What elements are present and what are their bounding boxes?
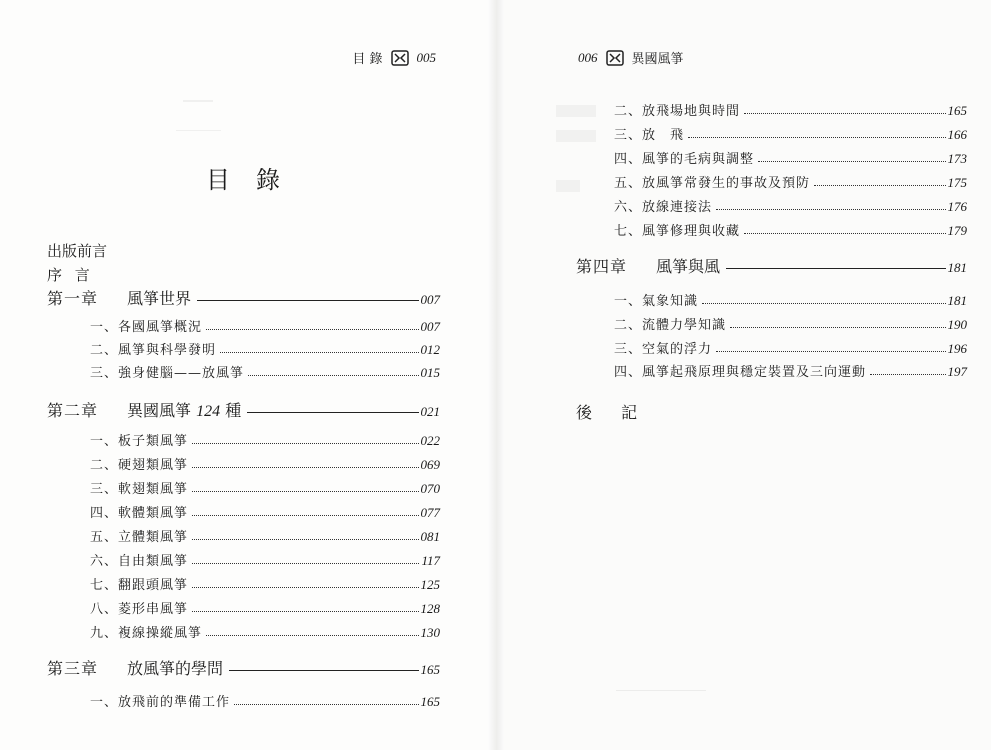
dot-leader xyxy=(758,160,945,162)
section-page: 190 xyxy=(947,317,967,332)
publisher-logo-icon xyxy=(606,50,624,66)
chapter-title-number: 124 xyxy=(196,403,221,420)
chapter-page: 021 xyxy=(420,404,440,419)
section-page: 165 xyxy=(420,694,440,709)
section-page: 022 xyxy=(420,433,440,448)
chapter-title xyxy=(127,398,241,421)
section-page: 077 xyxy=(420,505,440,520)
dot-leader xyxy=(192,610,418,612)
toc-section-entry[interactable] xyxy=(90,339,440,358)
leader-rule xyxy=(247,411,418,413)
chapter-title-part: 異國風箏 xyxy=(127,401,192,420)
toc-section-entry[interactable] xyxy=(90,691,440,710)
dot-leader xyxy=(192,490,418,492)
section-page: 130 xyxy=(420,625,440,640)
dot-leader xyxy=(716,208,945,210)
section-title: 七、翻跟頭風箏 xyxy=(90,578,189,593)
section-page: 165 xyxy=(947,103,967,118)
dot-leader xyxy=(192,466,418,468)
toc-section-entry[interactable] xyxy=(90,550,440,569)
section-page: 128 xyxy=(420,601,440,616)
section-title: 二、放飛場地與時間 xyxy=(614,104,741,119)
toc-section-entry[interactable] xyxy=(614,196,967,215)
publisher-logo-icon xyxy=(391,50,409,66)
toc-section-entry[interactable] xyxy=(90,454,440,473)
chapter-page: 007 xyxy=(420,292,440,307)
section-page: 081 xyxy=(420,529,440,544)
toc-section-entry[interactable] xyxy=(614,290,967,309)
dot-leader xyxy=(192,514,418,516)
chapter-title: 風箏與風 xyxy=(656,257,721,276)
dot-leader xyxy=(206,328,418,330)
toc-section-entry[interactable] xyxy=(614,361,967,380)
section-title: 一、氣象知識 xyxy=(614,294,699,309)
toc-section-entry[interactable] xyxy=(614,220,967,239)
section-page: 012 xyxy=(420,342,440,357)
toc-section-entry[interactable] xyxy=(90,598,440,617)
chapter-page: 165 xyxy=(420,662,440,677)
left-running-head-title: 目 錄 xyxy=(352,52,383,67)
section-page: 196 xyxy=(947,341,967,356)
toc-section-entry[interactable] xyxy=(614,172,967,191)
right-folio: 006 xyxy=(578,49,598,65)
chapter-4-entry[interactable] xyxy=(576,254,967,277)
section-title: 五、放風箏常發生的事故及預防 xyxy=(614,176,811,191)
section-page: 197 xyxy=(947,364,967,379)
section-page: 007 xyxy=(420,319,440,334)
section-title: 七、風箏修理與收藏 xyxy=(614,224,741,239)
book-gutter xyxy=(488,0,504,750)
toc-section-entry[interactable] xyxy=(90,502,440,521)
toc-title: 目錄 xyxy=(206,166,306,194)
section-page: 173 xyxy=(947,151,967,166)
dot-leader xyxy=(730,326,945,328)
toc-section-entry[interactable] xyxy=(90,574,440,593)
front-matter-label: 出版前言 xyxy=(47,242,108,260)
dot-leader xyxy=(192,538,418,540)
section-page: 176 xyxy=(947,199,967,214)
section-page: 070 xyxy=(420,481,440,496)
section-page: 181 xyxy=(947,293,967,308)
section-title: 五、立體類風箏 xyxy=(90,530,189,545)
section-page: 179 xyxy=(947,223,967,238)
chapter-1-entry[interactable] xyxy=(47,286,440,309)
dot-leader xyxy=(744,112,945,114)
section-title: 二、硬翅類風箏 xyxy=(90,458,189,473)
section-title: 一、板子類風箏 xyxy=(90,434,189,449)
toc-section-entry[interactable] xyxy=(90,622,440,641)
toc-section-entry[interactable] xyxy=(614,338,967,357)
section-title: 三、放 飛 xyxy=(614,128,685,143)
chapter-title: 放風箏的學問 xyxy=(127,659,224,678)
section-page: 125 xyxy=(420,577,440,592)
dot-leader xyxy=(702,302,945,304)
dot-leader xyxy=(248,374,418,376)
section-page: 069 xyxy=(420,457,440,472)
toc-section-entry[interactable] xyxy=(614,314,967,333)
section-page: 166 xyxy=(947,127,967,142)
section-title: 四、風箏的毛病與調整 xyxy=(614,152,755,167)
section-title: 二、流體力學知識 xyxy=(614,318,727,333)
section-title: 四、軟體類風箏 xyxy=(90,506,189,521)
section-title: 九、複線操縱風箏 xyxy=(90,626,203,641)
chapter-number: 第一章 xyxy=(47,289,99,308)
left-folio: 005 xyxy=(416,49,436,65)
right-page xyxy=(496,0,991,750)
dot-leader xyxy=(744,232,945,234)
section-page: 117 xyxy=(421,553,440,568)
section-page: 015 xyxy=(420,365,440,380)
toc-section-entry[interactable] xyxy=(90,316,440,335)
toc-section-entry[interactable] xyxy=(90,362,440,381)
leader-rule xyxy=(229,669,418,671)
dot-leader xyxy=(716,350,945,352)
section-title: 一、放飛前的準備工作 xyxy=(90,695,231,710)
dot-leader xyxy=(814,184,945,186)
front-matter-preface[interactable] xyxy=(47,264,94,285)
toc-section-entry[interactable] xyxy=(614,100,967,119)
dot-leader xyxy=(192,562,419,564)
chapter-page: 181 xyxy=(947,260,967,275)
front-matter-label: 序 言 xyxy=(47,266,94,284)
chapter-number: 第四章 xyxy=(576,257,628,276)
chapter-number: 第三章 xyxy=(47,659,99,678)
dot-leader xyxy=(220,351,418,353)
section-title: 三、空氣的浮力 xyxy=(614,342,713,357)
afterword-entry[interactable]: 後 記 xyxy=(576,403,650,422)
section-title: 一、各國風箏概況 xyxy=(90,320,203,335)
chapter-title: 風箏世界 xyxy=(127,289,192,308)
dot-leader xyxy=(870,373,945,375)
dot-leader xyxy=(192,586,418,588)
chapter-2-entry[interactable] xyxy=(47,398,440,421)
chapter-3-entry[interactable] xyxy=(47,656,440,679)
section-title: 二、風箏與科學發明 xyxy=(90,343,217,358)
front-matter-publishers-foreword[interactable] xyxy=(47,240,107,261)
section-title: 四、風箏起飛原理與穩定裝置及三向運動 xyxy=(614,365,867,380)
left-running-head xyxy=(352,48,436,67)
toc-section-entry[interactable] xyxy=(614,148,967,167)
dot-leader xyxy=(234,703,418,705)
chapter-title-part: 種 xyxy=(225,401,242,420)
toc-section-entry[interactable] xyxy=(90,478,440,497)
dot-leader xyxy=(192,442,418,444)
dot-leader xyxy=(206,634,418,636)
right-running-head xyxy=(578,48,684,67)
chapter-number: 第二章 xyxy=(47,401,99,420)
leader-rule xyxy=(726,267,945,269)
section-title: 六、自由類風箏 xyxy=(90,554,189,569)
section-title: 六、放線連接法 xyxy=(614,200,713,215)
section-page: 175 xyxy=(947,175,967,190)
toc-section-entry[interactable] xyxy=(614,124,967,143)
toc-section-entry[interactable] xyxy=(90,430,440,449)
right-running-head-title: 異國風箏 xyxy=(631,52,684,67)
section-title: 八、菱形串風箏 xyxy=(90,602,189,617)
leader-rule xyxy=(197,299,418,301)
dot-leader xyxy=(688,136,945,138)
toc-section-entry[interactable] xyxy=(90,526,440,545)
section-title: 三、軟翅類風箏 xyxy=(90,482,189,497)
section-title: 三、強身健腦——放風箏 xyxy=(90,366,245,381)
